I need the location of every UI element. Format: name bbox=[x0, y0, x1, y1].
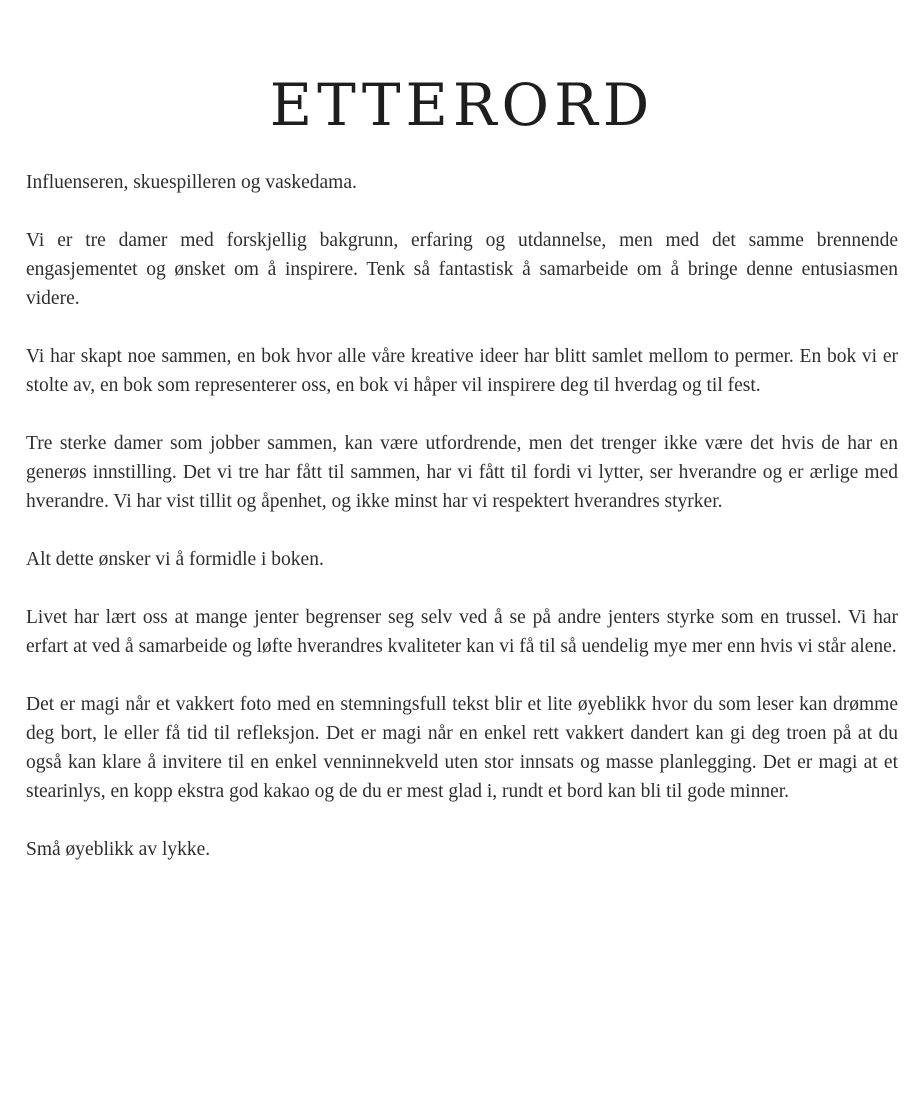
page-title: ETTERORD bbox=[269, 71, 655, 139]
paragraph-5: Alt dette ønsker vi å formidle i boken. bbox=[26, 549, 324, 570]
paragraph-6: Livet har lært oss at mange jenter begrenser seg selv ved å se på andre jenters styrke som en trussel. Vi har erfart at ved å samarbeide og løfte hverandres kvaliteter kan vi få til så uendelig mye mer enn hvis vi står alene. bbox=[26, 607, 898, 657]
paragraph-7: Det er magi når et vakkert foto med en stemningsfull tekst blir et lite øyeblikk hvor du som leser kan drømme deg bort, le eller få tid til refleksjon. Det er magi når en enkel rett vakkert dandert kan gi deg troen på at du også kan klare å invitere til en enkel venninnekveld uten stor innsats og masse planlegging. Det er magi at et stearinlys, en kopp ekstra god kakao og de du er mest glad i, rundt et bord kan bli til gode minner. bbox=[26, 694, 898, 802]
body-text bbox=[26, 168, 898, 864]
paragraph-4: Tre sterke damer som jobber sammen, kan være utfordrende, men det trenger ikke være det hvis de har en generøs innstilling. Det vi tre har fått til sammen, har vi fått til fordi vi lytter, ser hverandre og er ærlige med hverandre. Vi har vist tillit og åpenhet, og ikke minst har vi respektert hverandres styrker. bbox=[26, 433, 898, 512]
paragraph-3: Vi har skapt noe sammen, en bok hvor alle våre kreative ideer har blitt samlet mellom to permer. En bok vi er stolte av, en bok som representerer oss, en bok vi håper vil inspirere deg til hverdag og til fest. bbox=[26, 346, 898, 396]
paragraph-2: Vi er tre damer med forskjellig bakgrunn, erfaring og utdannelse, men med det samme brennende engasjementet og ønsket om å inspirere. Tenk så fantastisk å samarbeide om å bringe denne entusiasmen videre. bbox=[26, 230, 898, 309]
paragraph-8: Små øyeblikk av lykke. bbox=[26, 839, 211, 860]
paragraph-1: Influenseren, skuespilleren og vaskedama. bbox=[26, 172, 357, 193]
